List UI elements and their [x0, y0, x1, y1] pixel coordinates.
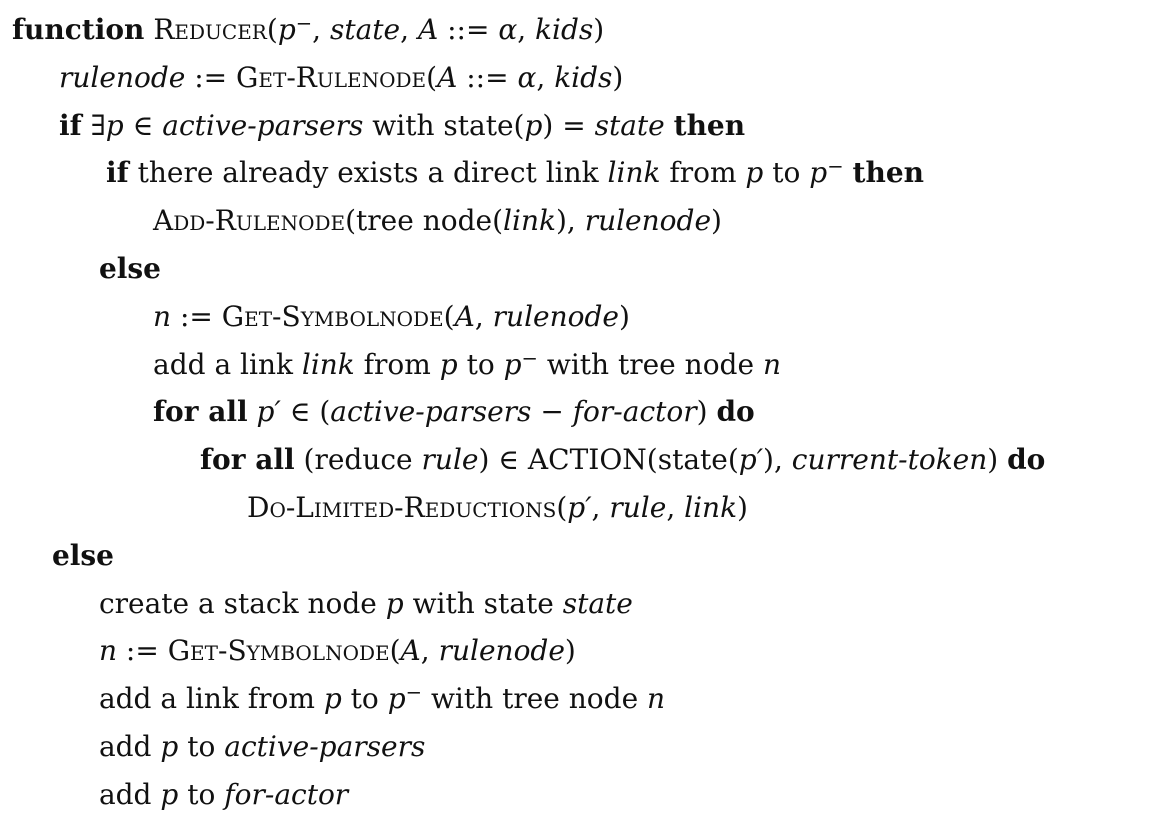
line-segment: Do-Limited-Reductions: [247, 491, 557, 524]
line-segment: if: [106, 156, 129, 190]
line-segment: to: [457, 347, 504, 381]
line-segment: p′: [738, 443, 764, 477]
algorithm-line: [98, 681, 666, 716]
line-segment: ): [987, 443, 1008, 477]
line-segment: there already exists a direct link: [128, 156, 608, 190]
line-segment: Get-Rulenode: [236, 60, 427, 94]
algorithm-line: [12, 12, 605, 46]
algorithm-line: [98, 586, 633, 620]
algorithm-line: [59, 108, 746, 142]
line-segment: n: [762, 347, 781, 381]
line-segment: with state: [403, 586, 563, 620]
line-segment: p: [503, 347, 522, 381]
line-segment: p: [524, 108, 543, 142]
line-segment: [665, 109, 674, 142]
line-segment: ): [593, 13, 605, 46]
line-segment: (reduce: [294, 443, 422, 477]
line-segment: link: [607, 156, 661, 190]
line-segment: then: [852, 156, 925, 190]
line-segment: rule: [609, 491, 667, 524]
line-segment: for all: [200, 443, 295, 477]
line-segment: p: [385, 586, 404, 620]
line-segment: with tree node: [537, 347, 763, 381]
line-segment: state: [329, 13, 401, 46]
line-segment: ),: [763, 443, 792, 477]
algorithm-line: [98, 730, 426, 763]
line-segment: p: [745, 156, 764, 190]
line-segment: to: [341, 682, 388, 716]
line-segment: n: [153, 299, 172, 333]
line-segment: then: [673, 108, 746, 142]
line-segment: [248, 395, 257, 428]
line-segment: ,: [400, 13, 418, 46]
line-segment: ): [564, 634, 576, 668]
algorithm-line: [51, 538, 114, 572]
algorithm-line: [106, 155, 925, 190]
line-segment: ): [612, 60, 624, 94]
line-segment: add a link: [153, 347, 302, 381]
line-segment: p′: [567, 491, 592, 524]
line-segment: Reducer: [153, 13, 267, 46]
line-segment: ,: [666, 491, 685, 524]
line-segment: to: [763, 156, 810, 190]
line-segment: ,: [420, 634, 439, 668]
line-segment: (: [426, 60, 438, 94]
line-segment: Add-Rulenode: [153, 204, 346, 238]
line-segment: p: [105, 108, 124, 142]
line-segment: ,: [312, 13, 330, 46]
line-segment: −: [827, 155, 844, 179]
line-segment: ::=: [438, 13, 499, 46]
line-segment: ∃: [81, 108, 106, 142]
line-segment: p: [439, 347, 458, 381]
line-segment: state: [562, 586, 633, 620]
line-segment: ::=: [457, 60, 518, 94]
algorithm-line: [153, 395, 755, 429]
line-segment: ) =: [542, 108, 595, 142]
line-segment: rulenode: [59, 60, 186, 94]
algorithm-line: [98, 252, 161, 285]
line-segment: ),: [555, 204, 585, 238]
line-segment: −: [295, 12, 313, 36]
line-segment: :=: [116, 634, 168, 668]
algorithm-line: [98, 634, 576, 668]
line-segment: with tree node: [422, 682, 648, 716]
line-segment: kids: [535, 13, 594, 46]
line-segment: −: [405, 681, 423, 705]
line-segment: else: [98, 252, 161, 285]
line-segment: rulenode: [438, 634, 565, 668]
line-segment: add: [98, 777, 161, 811]
line-segment: rule: [421, 443, 479, 477]
line-segment: ,: [517, 13, 536, 46]
line-segment: Get-Symbolnode: [221, 299, 444, 333]
line-segment: p: [809, 156, 828, 190]
line-segment: ): [737, 491, 748, 524]
line-segment: from: [354, 347, 440, 381]
line-segment: do: [716, 395, 755, 429]
line-segment: to: [178, 730, 225, 763]
line-segment: n: [98, 634, 117, 668]
line-segment: (: [443, 299, 455, 333]
line-segment: for all: [153, 395, 248, 429]
line-segment: :=: [185, 60, 237, 94]
line-segment: add a link from: [98, 682, 324, 716]
line-segment: add: [98, 730, 161, 763]
line-segment: ,: [591, 491, 610, 524]
line-segment: Get-Symbolnode: [167, 634, 390, 668]
line-segment: for-actor: [572, 395, 697, 429]
line-segment: with state(: [363, 108, 525, 142]
line-segment: (: [266, 13, 278, 46]
line-segment: A: [437, 60, 458, 94]
algorithm-line: [247, 491, 748, 524]
line-segment: (: [556, 491, 568, 524]
line-segment: rulenode: [492, 299, 619, 333]
line-segment: −: [531, 395, 573, 429]
line-segment: ): [711, 204, 722, 238]
line-segment: A: [400, 634, 421, 668]
line-segment: A: [417, 13, 439, 46]
line-segment: link: [503, 204, 556, 238]
line-segment: A: [454, 299, 475, 333]
line-segment: ): [618, 299, 630, 333]
line-segment: for-actor: [224, 777, 349, 811]
line-segment: else: [51, 538, 114, 572]
line-segment: ∈: [123, 108, 163, 142]
algorithm-line: [153, 346, 781, 381]
line-segment: p: [387, 682, 406, 716]
line-segment: (tree node(: [345, 204, 504, 238]
line-segment: p: [323, 682, 342, 716]
line-segment: ,: [474, 299, 493, 333]
line-segment: rulenode: [584, 204, 712, 238]
line-segment: p: [160, 730, 179, 763]
algorithm-line: [153, 299, 630, 333]
line-segment: ) ∈ ACTION(state(: [478, 443, 739, 477]
algorithm-line: [153, 204, 722, 238]
line-segment: active-parsers: [224, 730, 426, 763]
line-segment: α: [498, 13, 518, 46]
line-segment: link: [301, 347, 355, 381]
line-segment: current-token: [791, 443, 988, 477]
algorithm-line: [200, 443, 1046, 477]
line-segment: state: [594, 108, 665, 142]
line-segment: (: [389, 634, 401, 668]
line-segment: p′: [256, 395, 281, 429]
line-segment: p: [277, 13, 296, 46]
line-segment: [144, 13, 153, 46]
algorithm-line: [59, 60, 624, 94]
algorithm-line: [98, 777, 349, 811]
line-segment: from: [660, 156, 746, 190]
line-segment: −: [521, 346, 538, 370]
line-segment: ,: [536, 60, 555, 94]
line-segment: :=: [171, 299, 222, 333]
line-segment: kids: [554, 60, 613, 94]
line-segment: p: [160, 777, 179, 811]
line-segment: if: [59, 108, 82, 142]
line-segment: function: [12, 13, 145, 46]
line-segment: [844, 156, 853, 189]
line-segment: n: [647, 682, 666, 716]
line-segment: link: [684, 491, 738, 524]
line-segment: to: [178, 777, 225, 811]
line-segment: α: [517, 60, 537, 94]
line-segment: ∈ (: [280, 395, 331, 429]
line-segment: do: [1007, 443, 1046, 477]
line-segment: create a stack node: [98, 586, 386, 620]
line-segment: active-parsers: [330, 395, 532, 429]
line-segment: active-parsers: [162, 108, 364, 142]
line-segment: ): [696, 395, 717, 429]
